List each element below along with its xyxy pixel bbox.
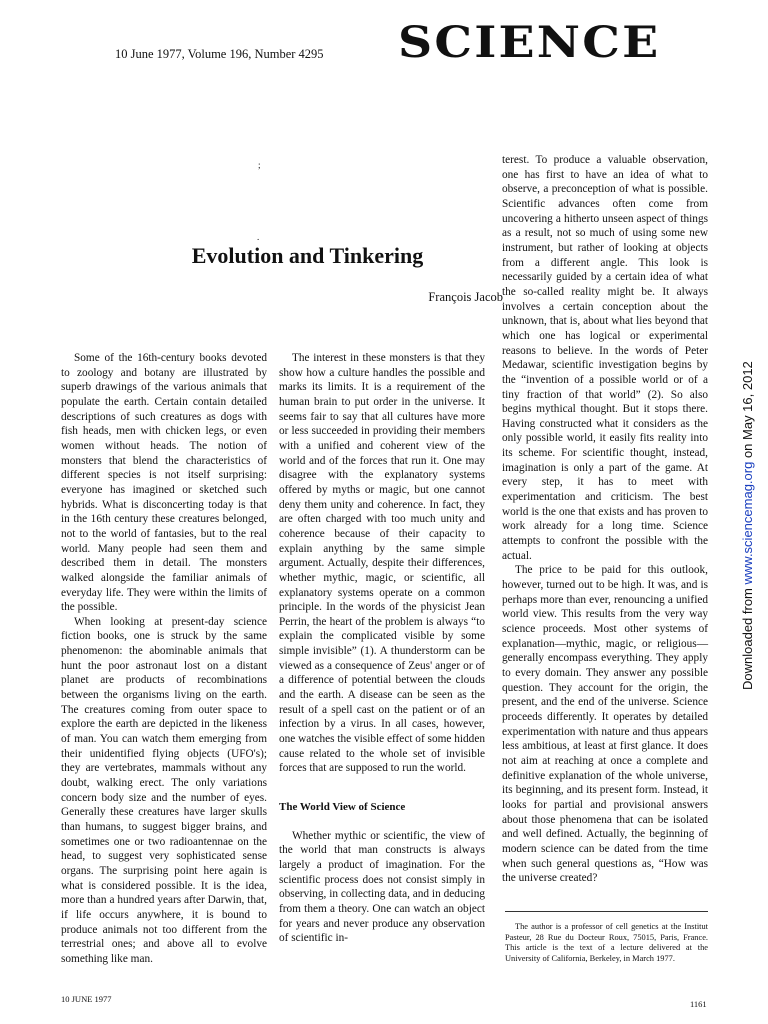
paragraph: Some of the 16th-century books devoted to zoology and botany are illustrated by superb drawings of the various animals that populate the earth. Certain contain detailed descriptions of such creatures as dogs with fish heads, men with chicken legs, or even women without heads. The notion of monsters that blend the characteristics of different species is not itself surprising: everyone has imagined or sketched such hybrids. What is disconcerting today is that in the 16th century these creatures belonged, not to the world of fantasies, but to the real world. Many people had seen them and described them in detail. The monsters walked alongside the familiar animals of everyday life. They were within the limits of the possible. [61, 352, 267, 614]
section-heading: The World View of Science [279, 801, 406, 814]
footer-date: 10 JUNE 1977 [61, 994, 112, 1004]
text-column-3 [502, 153, 708, 886]
journal-masthead: SCIENCE [398, 18, 661, 68]
paragraph: The interest in these monsters is that they show how a culture handles the possible and marks its limits. It is a requirement of the human brain to put order in the universe. It seems fair to say that all cultures have more or less succeeded in providing their members with a unified and coherent view of the world and of the forces that run it. One may disagree with the explanatory systems offered by myths or magic, but one cannot deny them unity and coherence. In fact, they are often charged with too much unity and coherence because of their capacity to explain anything by the same simple argument. Actually, despite their differences, whether mythic, magic, or scientific, all explanatory systems operate on a common principle. In the words of the physicist Jean Perrin, the heart of the problem is always “to explain the complicated visible by some simple invisible” (1). A thunderstorm can be viewed as a consequence of Zeus' anger or of a difference of potential between the clouds and the earth. A disease can be seen as the result of a spell cast on the patient or of an infection by a virus. In all cases, however, one watches the visible effect of some hidden cause related to the whole set of invisible forces that are supposed to run the world. [279, 352, 485, 775]
author-footnote: The author is a professor of cell genetics at the Institut Pasteur, 28 Rue du Docteur Roux, 75015, Paris, France. This article is the text of a lecture delivered at the University of California, Berkeley, in March 1977. [505, 922, 708, 963]
paragraph: Whether mythic or scientific, the view of the world that man constructs is always largely a product of imagination. For the scientific process does not consist simply in observing, in collecting data, and in deducing from them a theory. One can watch an object for years and never produce any observation of scientific in- [279, 829, 485, 945]
text-column-1 [61, 351, 267, 967]
author-name: François Jacob [428, 290, 503, 304]
watermark-link[interactable]: www.sciencemag.org [740, 461, 755, 585]
paragraph: The price to be paid for this outlook, however, turned out to be high. It was, and is perhaps more than ever, renouncing a unified world view. This results from the very way science proceeds. Most other systems of explanation—mythic, magic, or religious—generally encompass everything. They apply to every domain. They answer any possible question. They account for the origin, the present, and the end of the universe. Science proceeds differently. It operates by detailed experimentation with nature and thus appears less ambitious, at least at first glance. It does not aim at reaching at once a complete and definitive explanation of the whole universe, its beginning, and its present form. Instead, it looks for partial and provisional answers about those phenomena that can be isolated and well defined. Actually, the beginning of modern science can be dated from the time when such general questions as, “How was the universe created? [502, 564, 708, 885]
scan-mark: ; [258, 160, 261, 170]
issue-line: 10 June 1977, Volume 196, Number 4295 [115, 47, 324, 61]
paragraph: When looking at present-day science fiction books, one is struck by the same phenomenon: the abominable animals that hunt the poor astronaut lost on a distant planet are products of recombinations between the organisms living on the earth. The creatures coming from outer space to explore the earth are depicted in the likeness of man. You can watch them emerging from their unidentified flying objects (UFO's); they are vertebrates, mammals without any doubt, walking erect. The only variations concern body size and the number of eyes. Generally these creatures have larger skulls than humans, to suggest bigger brains, and sometimes one or two radioantennae on the head, to suggest very sophisticated sense organs. The surprising point here again is what is considered possible. It is the idea, more than a hundred years after Darwin, that, if life occurs anywhere, it is bound to produce animals not too different from the terrestrial ones; and above all to evolve something like man. [61, 615, 267, 965]
page-number: 1161 [690, 999, 707, 1009]
download-watermark [740, 361, 755, 690]
footnote-divider [505, 911, 708, 912]
watermark-suffix: on May 16, 2012 [740, 361, 755, 462]
article-title: Evolution and Tinkering [191, 243, 424, 268]
paragraph: terest. To produce a valuable observation, one has first to have an idea of what to observe, a preconception of what is possible. Scientific advances often come from uncovering a hitherto unseen aspect of things as a result, not so much of using some new instrument, but rather of looking at objects from a different angle. This look is necessarily guided by a certain idea of what the so-called reality might be. It always involves a certain conception about the unknown, that is, about what lies beyond that which one has logical or experimental reasons to believe. In the words of Peter Medawar, scientific investigation begins by the “invention of a possible world or of a tiny fraction of that world” (2). So also begins mythical thought. But it stops there. Having constructed what it considers as the only possible world, it easily fits reality into its scheme. For scientific thought, instead, imagination is only a part of the game. At every step, it has to meet with experimentation and criticism. The best world is the one that exists and has proven to work already for a long time. Science attempts to confront the possible with the actual. [502, 154, 708, 562]
scan-mark: . [257, 232, 260, 242]
article-author [110, 290, 505, 305]
watermark-prefix: Downloaded from [740, 584, 755, 690]
text-column-2 [279, 351, 485, 946]
